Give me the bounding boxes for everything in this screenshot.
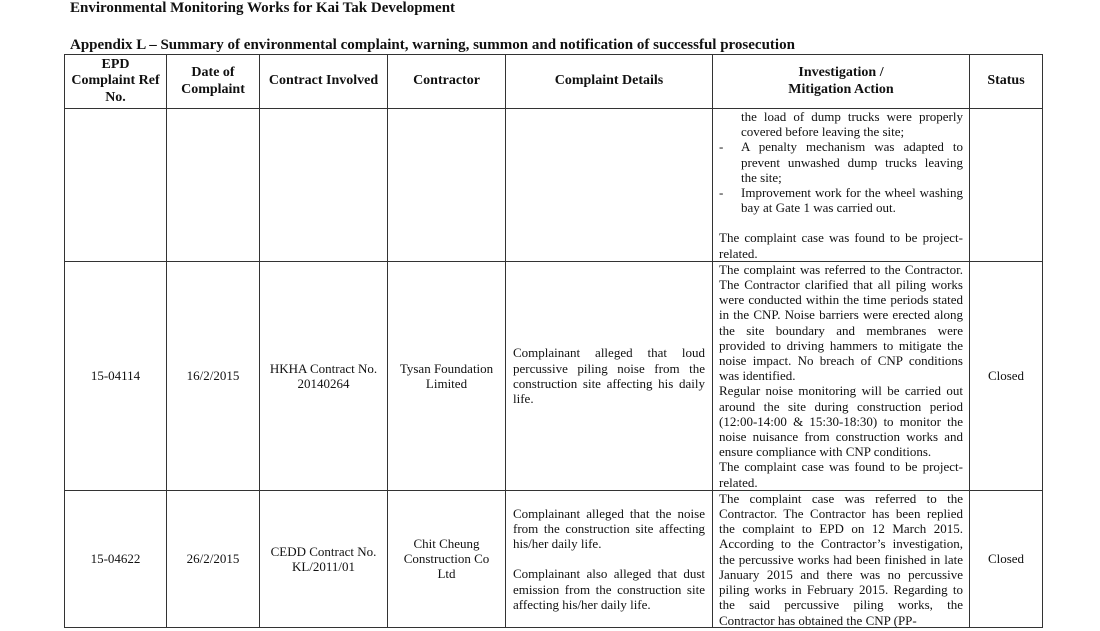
- spacer: [719, 215, 963, 230]
- cell-contract: [260, 109, 388, 262]
- header-action: [713, 55, 970, 109]
- document-title: Environmental Monitoring Works for Kai Tak Development: [70, 0, 456, 16]
- cell-contractor: Tysan Foundation Limited: [388, 261, 506, 490]
- header-details: Complaint Details: [506, 55, 713, 109]
- action-continuation: the load of dump trucks were properly covered before leaving the site;: [741, 109, 963, 140]
- cell-date: 16/2/2015: [167, 261, 260, 490]
- cell-action: [713, 490, 970, 627]
- cell-details: [506, 490, 713, 627]
- details-paragraph: Complainant alleged that the noise from the construction site affecting his/her daily life.: [513, 505, 705, 552]
- spacer: [513, 551, 705, 566]
- action-paragraph: The complaint was referred to the Contractor. The Contractor clarified that all piling works were conducted within the time periods stated in the CNP. Noise barriers were erected along the site boundary and membranes were provided to driving hammers to mitigate the noise impact. No breach of CNP conditions was identified.: [719, 261, 963, 384]
- cell-date: [167, 109, 260, 262]
- cell-status: Closed: [970, 261, 1043, 490]
- bullet-dash: -: [719, 185, 724, 201]
- cell-contractor: [388, 109, 506, 262]
- cell-ref: 15-04114: [65, 261, 167, 490]
- table-row: [65, 109, 1043, 262]
- action-paragraph: The complaint case was referred to the Contractor. The Contractor has been replied the complaint to EPD on 12 March 2015. According to the Contractor’s investigation, the percussive works had been finished in late January 2015 and there was no percussive piling works in February 2015. Regarding to the said percussive piling works, the Contractor has obtained the CNP (PP-: [719, 490, 963, 627]
- bullet-dash: -: [719, 139, 724, 155]
- header-ref-no: EPD Complaint Ref No.: [65, 55, 167, 109]
- header-status: Status: [970, 55, 1043, 109]
- header-action-line2: Mitigation Action: [788, 81, 894, 97]
- cell-details: Complainant alleged that loud percussive piling noise from the construction site affecting his daily life.: [506, 261, 713, 490]
- table-row: [65, 261, 1043, 490]
- cell-contract: CEDD Contract No. KL/2011/01: [260, 490, 388, 627]
- bullet-text: Improvement work for the wheel washing bay at Gate 1 was carried out.: [741, 185, 963, 216]
- bullet-text: A penalty mechanism was adapted to prevent unwashed dump trucks leaving the site;: [741, 139, 963, 185]
- header-contractor: Contractor: [388, 55, 506, 109]
- cell-contract: HKHA Contract No. 20140264: [260, 261, 388, 490]
- action-clip: [719, 491, 963, 627]
- header-contract: Contract Involved: [260, 55, 388, 109]
- details-paragraph: Complainant also alleged that dust emission from the construction site affecting his/her daily life.: [513, 566, 705, 612]
- action-bullet: [719, 185, 963, 215]
- cell-action: [713, 261, 970, 490]
- cell-details: [506, 109, 713, 262]
- action-paragraph: Regular noise monitoring will be carried out around the site during construction period (12:00-14:00 & 15:30-18:30) to monitor the noise nuisance from construction works and ensure compliance with CNP conditions.: [719, 383, 963, 460]
- cell-date: 26/2/2015: [167, 490, 260, 627]
- action-conclusion: The complaint case was found to be project-related.: [719, 230, 963, 261]
- appendix-title: Appendix L – Summary of environmental complaint, warning, summon and notification of successful prosecution: [70, 37, 795, 53]
- cell-contractor: Chit Cheung Construction Co Ltd: [388, 490, 506, 627]
- header-date: Date of Complaint: [167, 55, 260, 109]
- cell-action: [713, 109, 970, 262]
- cell-ref: 15-04622: [65, 490, 167, 627]
- cell-status: Closed: [970, 490, 1043, 627]
- cell-ref: [65, 109, 167, 262]
- cell-status: [970, 109, 1043, 262]
- action-bullet: [719, 139, 963, 185]
- table-row: [65, 490, 1043, 627]
- table-header-row: [65, 55, 1043, 109]
- action-conclusion: The complaint case was found to be project-related.: [719, 459, 963, 490]
- header-action-line1: Investigation /: [798, 65, 884, 80]
- complaint-summary-table: [64, 54, 1043, 628]
